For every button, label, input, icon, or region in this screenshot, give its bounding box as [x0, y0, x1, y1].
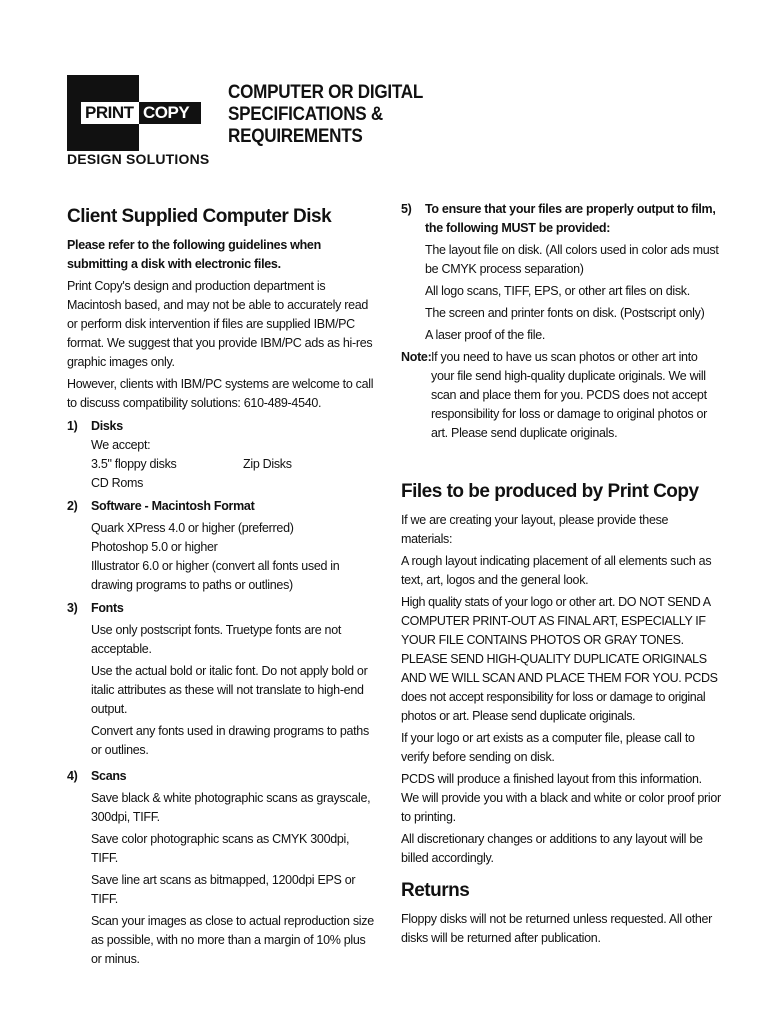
files-paragraph-1: If we are creating your layout, please provide these materials: — [401, 513, 669, 546]
scans-paragraph-3: Save line art scans as bitmapped, 1200dpi EPS or TIFF. — [91, 873, 356, 906]
section-title: Software - Macintosh Format — [91, 499, 255, 513]
left-column — [67, 204, 377, 972]
scan-note — [401, 348, 721, 443]
section-number: 2) — [67, 499, 78, 513]
print-copy-logo — [67, 75, 213, 167]
section-number: 4) — [67, 769, 78, 783]
document-title — [228, 82, 462, 148]
photoshop-line: Photoshop 5.0 or higher — [91, 540, 218, 554]
files-paragraph-3: High quality stats of your logo or other art. DO NOT SEND A COMPUTER PRINT-OUT AS FINAL ART, ESPECIALLY IF YOUR FILE CONTAINS PHOTOS OR GRAY TONES. PLEASE SEND HIGH-QUALITY DUPLICATE ORIGINALS AND WE WILL SCAN AND PLACE THEM FOR YOU. PCDS does not accept responsibility for loss or damage to original photos or art. Please send duplicate originals. — [401, 595, 718, 723]
logo-word-copy: COPY — [139, 102, 201, 124]
title-line-3: REQUIREMENTS — [228, 126, 363, 147]
section-title: Scans — [91, 769, 127, 783]
output-paragraph-3: The screen and printer fonts on disk. (Postscript only) — [425, 306, 705, 320]
section-title: Disks — [91, 419, 123, 433]
section-number: 1) — [67, 419, 78, 433]
fonts-paragraph-2: Use the actual bold or italic font. Do not apply bold or italic attributes as these will not translate to high-end output. — [91, 664, 368, 716]
scans-paragraph-1: Save black & white photographic scans as grayscale, 300dpi, TIFF. — [91, 791, 371, 824]
section-fonts — [67, 599, 377, 763]
output-paragraph-2: All logo scans, TIFF, EPS, or other art files on disk. — [425, 284, 690, 298]
returns-heading: Returns — [401, 880, 470, 901]
files-paragraph-6: All discretionary changes or additions to any layout will be billed accordingly. — [401, 832, 703, 865]
files-paragraph-5: PCDS will produce a finished layout from this information. We will provide you with a black and white or color proof prior to printing. — [401, 772, 721, 824]
title-line-2: SPECIFICATIONS & — [228, 104, 383, 125]
section-number: 3) — [67, 601, 78, 615]
zip-disks: Zip Disks — [243, 457, 292, 471]
note-text: If you need to have us scan photos or other art into your file send high-quality duplicate originals. We will scan and place them for you. PCDS does not accept responsibility for loss or damage to original photos or art. Please send duplicate originals. — [431, 350, 708, 440]
scans-paragraph-2: Save color photographic scans as CMYK 300dpi, TIFF. — [91, 832, 350, 865]
logo-word-print: PRINT — [81, 102, 145, 124]
section-scans — [67, 767, 377, 972]
right-column — [401, 200, 721, 951]
fonts-paragraph-3: Convert any fonts used in drawing programs to paths or outlines. — [91, 724, 369, 757]
note-label: Note: — [401, 350, 432, 364]
quark-line: Quark XPress 4.0 or higher (preferred) — [91, 521, 294, 535]
floppy-disks: 3.5" floppy disks — [91, 457, 177, 471]
section-number: 5) — [401, 202, 412, 216]
section-software — [67, 497, 377, 595]
scans-paragraph-4: Scan your images as close to actual reproduction size as possible, with no more than a margin of 10% plus or minus. — [91, 914, 374, 966]
output-paragraph-1: The layout file on disk. (All colors used in color ads must be CMYK process separation) — [425, 243, 719, 276]
cd-roms: CD Roms — [91, 476, 144, 490]
output-paragraph-4: A laser proof of the file. — [425, 328, 546, 342]
returns-paragraph: Floppy disks will not be returned unless requested. All other disks will be returned after publication. — [401, 912, 713, 945]
title-line-1: COMPUTER OR DIGITAL — [228, 82, 424, 103]
section-output — [401, 200, 721, 348]
section-title: To ensure that your files are properly output to film, the following MUST be provided: — [425, 202, 716, 235]
illustrator-line: Illustrator 6.0 or higher (convert all fonts used in drawing programs to paths or outlines) — [91, 559, 340, 592]
section-disks — [67, 417, 377, 493]
client-disk-heading: Client Supplied Computer Disk — [67, 206, 332, 227]
logo-tagline: DESIGN SOLUTIONS — [67, 151, 210, 167]
files-paragraph-4: If your logo or art exists as a computer file, please call to verify before sending on disk. — [401, 731, 695, 764]
ibm-paragraph: However, clients with IBM/PC systems are welcome to call to discuss compatibility solutions: 610-489-4540. — [67, 377, 374, 410]
fonts-paragraph-1: Use only postscript fonts. Truetype fonts are not acceptable. — [91, 623, 342, 656]
macintosh-paragraph: Print Copy's design and production department is Macintosh based, and may not be able to accurately read or perform disk intervention if files are supplied IBM/PC format. We suggest that you provide IBM/PC ads as hi-res graphic images only. — [67, 279, 373, 369]
accept-label: We accept: — [91, 438, 151, 452]
guidelines-intro: Please refer to the following guidelines when submitting a disk with electronic files. — [67, 238, 321, 271]
files-produced-heading: Files to be produced by Print Copy — [401, 481, 699, 502]
files-paragraph-2: A rough layout indicating placement of all elements such as text, art, logos and the general look. — [401, 554, 712, 587]
section-title: Fonts — [91, 601, 124, 615]
